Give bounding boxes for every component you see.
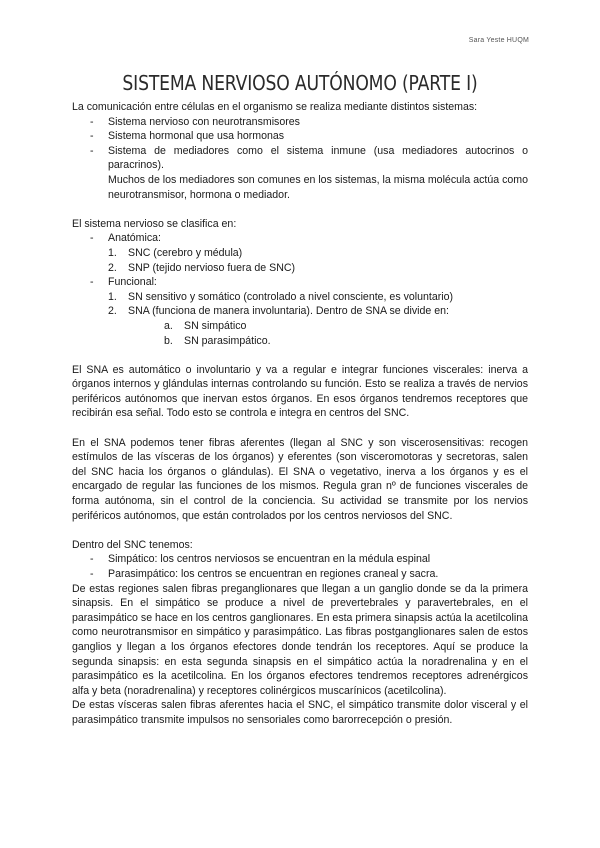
list-item: a. SN simpático <box>164 319 247 332</box>
final-paragraph: De estas vísceras salen fibras aferentes hacia el SNC, el simpático transmite dolor visceral y el parasimpático transmite impulsos no sensoriales como barorrecepción o presión. <box>72 699 528 726</box>
ganglios-paragraph: De estas regiones salen fibras preganglionares que llegan a un ganglio donde se da la primera sinapsis. En el simpático se produce a nivel de prevertebrales y paravertebrales, en el parasimpático se hace en los centros ganglionares. En esta primera sinapsis actúa la acetilcolina como neurotransmisor en simpático y parasimpático. Las fibras postganglionares salen de estos ganglios y llegan a los órganos efectores donde tendrán los receptores. Aquí se produce la segunda sinapsis: en esta segunda sinapsis en el simpático actúa la noradrenalina y en el parasimpático es la acetilcolina. En los órganos efectores tendremos receptores adrenérgicos alfa y beta (noradrenalina) y receptores colinérgicos muscarínicos (acetilcolina). <box>72 582 528 697</box>
list-item: - Sistema de mediadores como el sistema inmune (usa mediadores autocrinos o paracrinos). <box>72 144 528 173</box>
author-header: Sara Yeste HUQM <box>468 37 529 44</box>
page-title: SISTEMA NERVIOSO AUTÓNOMO (PARTE I) <box>122 71 478 95</box>
intro-paragraph: La comunicación entre células en el organismo se realiza mediante distintos sistemas: <box>72 101 478 113</box>
list-item-funcional <box>72 275 528 290</box>
funcional-label: Funcional: <box>108 276 157 289</box>
list-item: - Parasimpático: los centros se encuentran en regiones craneal y sacra. <box>72 567 528 582</box>
sna-paragraph: El SNA es automático o involuntario y va a regular e integrar funciones viscerales: inerva a órganos internos y glándulas internas controlando su función. Esto se realiza a través de nervios periféricos autónomos que inervan estos órganos. En esos órganos tendremos receptores que recibirán esa señal. Todo esto se controla e integra en centros del SNC. <box>72 363 528 420</box>
list-item: 2. SNP (tejido nervioso fuera de SNC) <box>108 261 296 274</box>
classification-list <box>72 231 528 246</box>
document-body <box>72 100 528 728</box>
systems-list <box>72 115 528 173</box>
list-item: b. SN parasimpático. <box>164 334 271 347</box>
list-item: - Simpático: los centros nerviosos se encuentran en la médula espinal <box>72 552 528 567</box>
list-item-anatomica <box>72 231 528 246</box>
list-item: 1. SNC (cerebro y médula) <box>108 246 243 259</box>
snc-list <box>72 552 528 581</box>
systems-note: Muchos de los mediadores son comunes en los sistemas, la misma molécula actúa como neurotransmisor, hormona o mediador. <box>108 173 528 201</box>
classification-intro: El sistema nervioso se clasifica en: <box>72 217 237 230</box>
anatomica-label: Anatómica: <box>108 232 161 245</box>
list-item: 1. SN sensitivo y somático (controlado a nivel consciente, es voluntario) <box>108 290 454 303</box>
fibras-paragraph: En el SNA podemos tener fibras aferentes (llegan al SNC y son viscerosensitivas: recogen estímulos de las vísceras de los órganos) y eferentes (son visceromotoras y secretoras, salen del SNC hacia los órganos o glándulas). El SNA o vegetativo, inerva a los órganos y es el encargado de regular las funciones de los mismos. Regula gran nº de funciones viscerales de forma autónoma, sin el control de la conciencia. Su actividad se transmite por los nervios periféricos autónomos, que están controlados por los centros nerviosos del SNC. <box>72 436 528 522</box>
list-item: 2. SNA (funciona de manera involuntaria). Dentro de SNA se divide en: <box>108 305 449 318</box>
sna-subdivision-list <box>72 319 528 348</box>
funcional-sublist <box>72 290 528 319</box>
snc-intro: Dentro del SNC tenemos: <box>72 538 193 551</box>
classification-list-2 <box>72 275 528 290</box>
list-item: - Sistema nervioso con neurotransmisores <box>72 115 528 130</box>
list-item: - Sistema hormonal que usa hormonas <box>72 129 528 144</box>
anatomica-sublist <box>72 246 528 275</box>
